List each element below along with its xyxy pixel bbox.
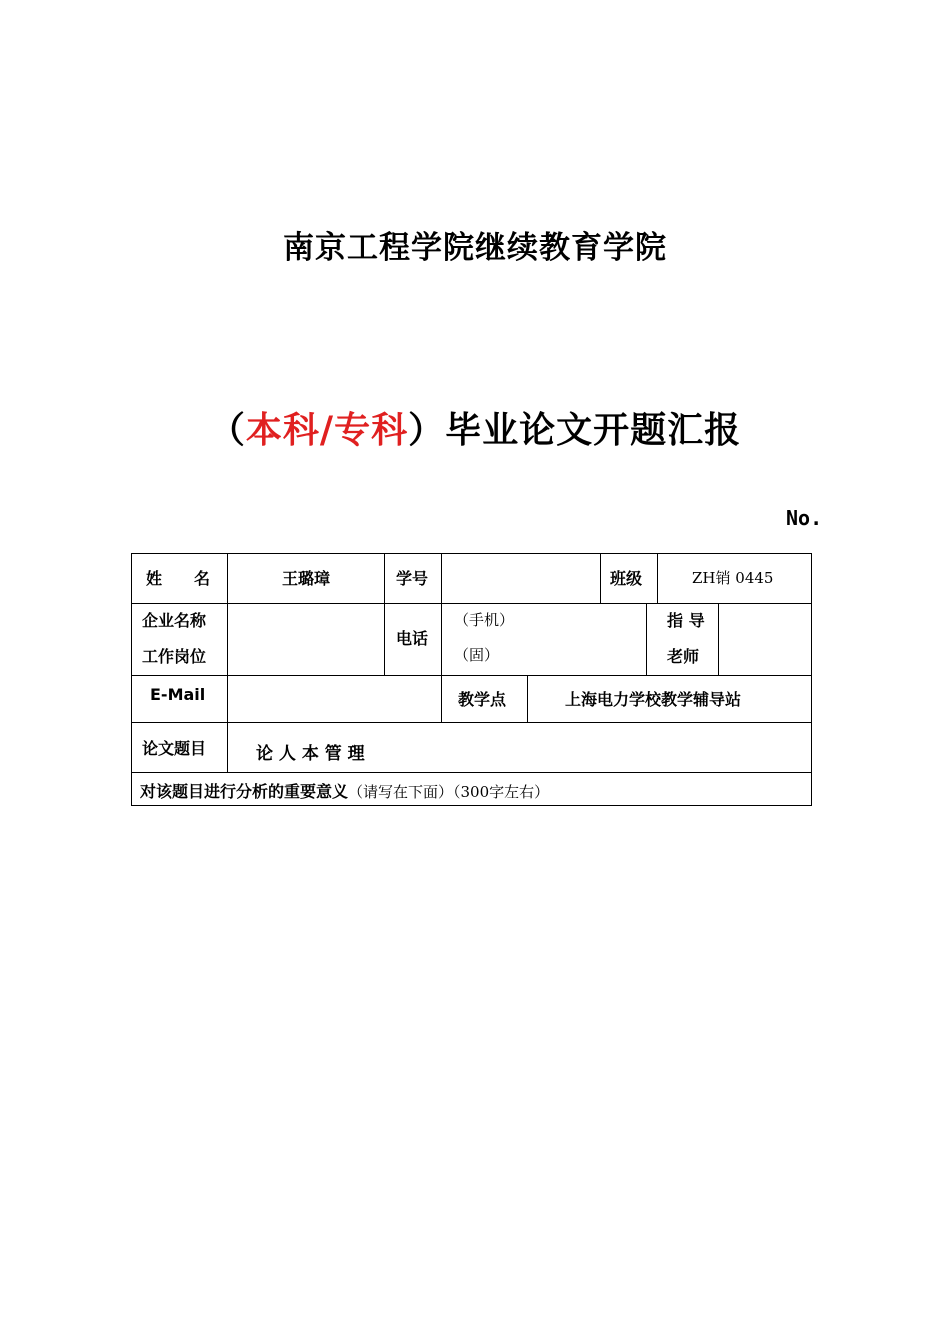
- company-value[interactable]: [230, 614, 382, 664]
- thesis-title-value[interactable]: 论 人 本 管 理: [256, 744, 365, 764]
- thesis-title-label: 论文题目: [142, 739, 207, 758]
- position-label: 工作岗位: [142, 647, 207, 666]
- advisor-label-line1: 指 导: [667, 611, 705, 630]
- email-value[interactable]: [230, 684, 438, 718]
- teaching-site-value[interactable]: 上海电力学校教学辅导站: [565, 690, 742, 709]
- email-label: E-Mail: [150, 685, 206, 704]
- student-id-label: 学号: [396, 569, 429, 588]
- teaching-site-label: 教学点: [458, 690, 507, 709]
- name-label: 姓 名: [146, 569, 211, 588]
- name-value[interactable]: 王璐璋: [281, 569, 330, 588]
- advisor-value[interactable]: [722, 609, 808, 669]
- significance-label: 对该题目进行分析的重要意义: [140, 782, 349, 801]
- report-title-rest: ）毕业论文开题汇报: [408, 409, 742, 451]
- company-label: 企业名称: [142, 611, 207, 630]
- proposal-form-table: [131, 553, 812, 806]
- landline-field[interactable]: （固）: [454, 646, 500, 664]
- significance-hint: （请写在下面）（300字左右）: [348, 783, 550, 801]
- document-number-label: No.: [786, 506, 823, 530]
- report-title-degree: 本科/专科: [245, 409, 409, 451]
- class-label: 班级: [610, 569, 643, 588]
- report-title-open: （: [208, 409, 246, 451]
- report-title: [0, 402, 950, 453]
- class-value[interactable]: ZH销 0445: [692, 569, 774, 587]
- phone-label: 电话: [396, 629, 429, 648]
- institution-title: 南京工程学院继续教育学院: [283, 230, 667, 266]
- mobile-field[interactable]: （手机）: [454, 611, 515, 629]
- significance-row: [140, 779, 549, 802]
- advisor-label-line2: 老师: [667, 647, 700, 666]
